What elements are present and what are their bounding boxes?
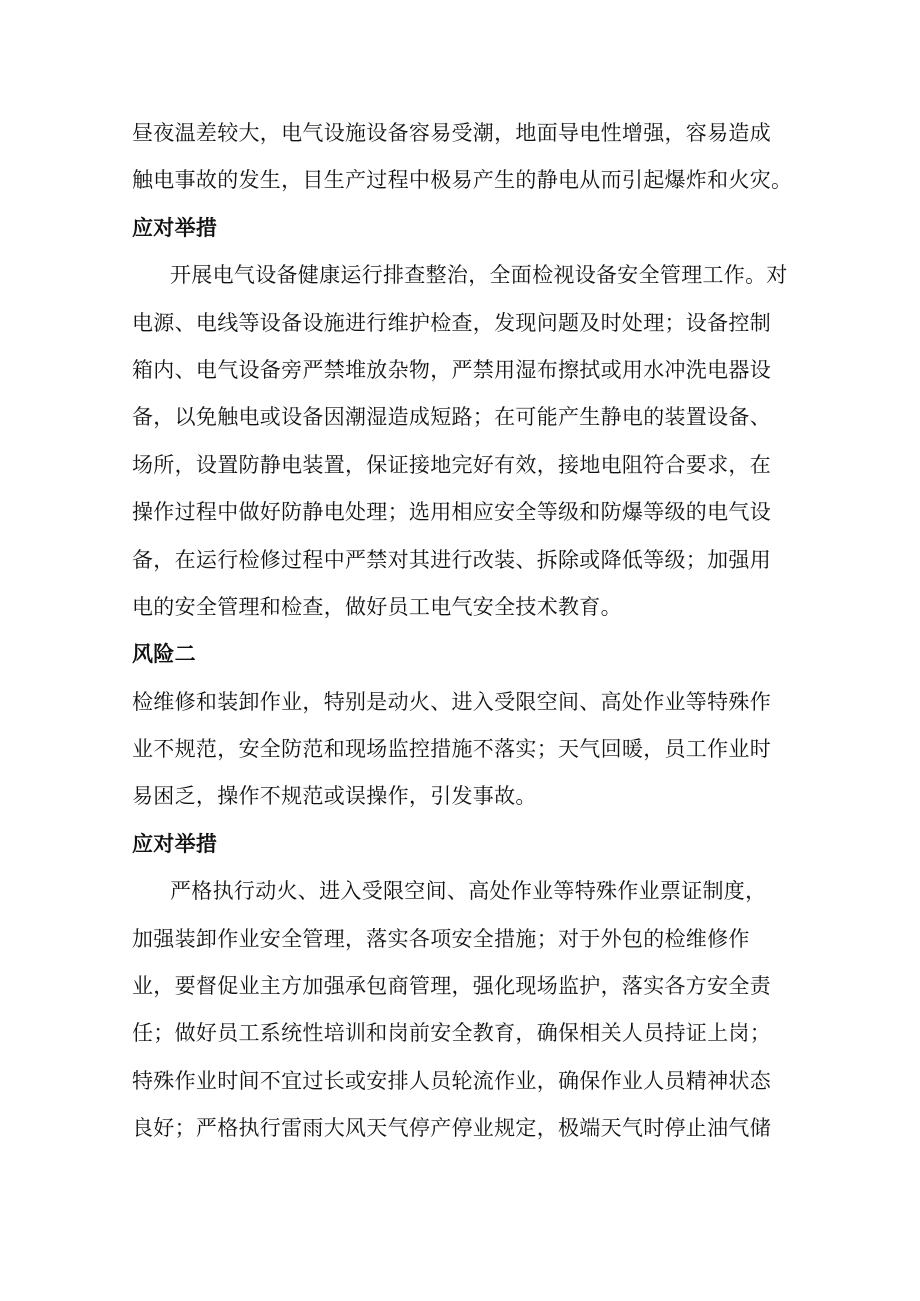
paragraph-risk-two [132,679,800,821]
paragraph-continued [132,110,800,205]
text-line: 操作过程中做好防静电处理；选用相应安全等级和防爆等级的电气设 [132,500,771,525]
text-line: 良好；严格执行雷雨大风天气停产停业规定，极端天气时停止油气储 [132,1116,771,1141]
section-heading-risk-two: 风险二 [132,642,196,667]
paragraph-electrical-measures [132,252,800,631]
text-line: 检维修和装卸作业，特别是动火、进入受限空间、高处作业等特殊作 [132,689,771,714]
section-heading-measures: 应对举措 [132,215,218,240]
text-line: 昼夜温差较大，电气设施设备容易受潮，地面导电性增强，容易造成 [132,121,771,145]
text-line: 易困乏，操作不规范或误操作，引发事故。 [132,784,537,809]
text-line: 开展电气设备健康运行排查整治，全面检视设备安全管理工作。对 [170,263,788,288]
text-line: 备，以免触电或设备因潮湿造成短路；在可能产生静电的装置设备、 [132,405,771,430]
text-line: 业，要督促业主方加强承包商管理，强化现场监护，落实各方安全责 [132,974,771,999]
text-line: 任；做好员工系统性培训和岗前安全教育，确保相关人员持证上岗； [132,1021,771,1046]
text-line: 箱内、电气设备旁严禁堆放杂物，严禁用湿布擦拭或用水冲洗电器设 [132,357,771,382]
text-line: 电源、电线等设备设施进行维护检查，发现问题及时处理；设备控制 [132,310,771,335]
text-line: 备，在运行检修过程中严禁对其进行改装、拆除或降低等级；加强用 [132,547,771,572]
text-line: 加强装卸作业安全管理，落实各项安全措施；对于外包的检维修作 [132,926,750,951]
text-line: 业不规范，安全防范和现场监控措施不落实；天气回暖，员工作业时 [132,737,771,762]
section-heading-measures-two: 应对举措 [132,831,218,856]
text-line: 触电事故的发生，目生产过程中极易产生的静电从而引起爆炸和火灾。 [132,168,793,193]
text-line: 电的安全管理和检查，做好员工电气安全技术教育。 [132,594,622,619]
text-line: 特殊作业时间不宜过长或安排人员轮流作业，确保作业人员精神状态 [132,1068,771,1093]
text-line: 严格执行动火、进入受限空间、高处作业等特殊作业票证制度， [170,879,767,904]
text-line: 场所，设置防静电装置，保证接地完好有效，接地电阻符合要求，在 [132,452,771,477]
document-body [132,110,800,1153]
paragraph-special-work-measures [132,868,800,1152]
